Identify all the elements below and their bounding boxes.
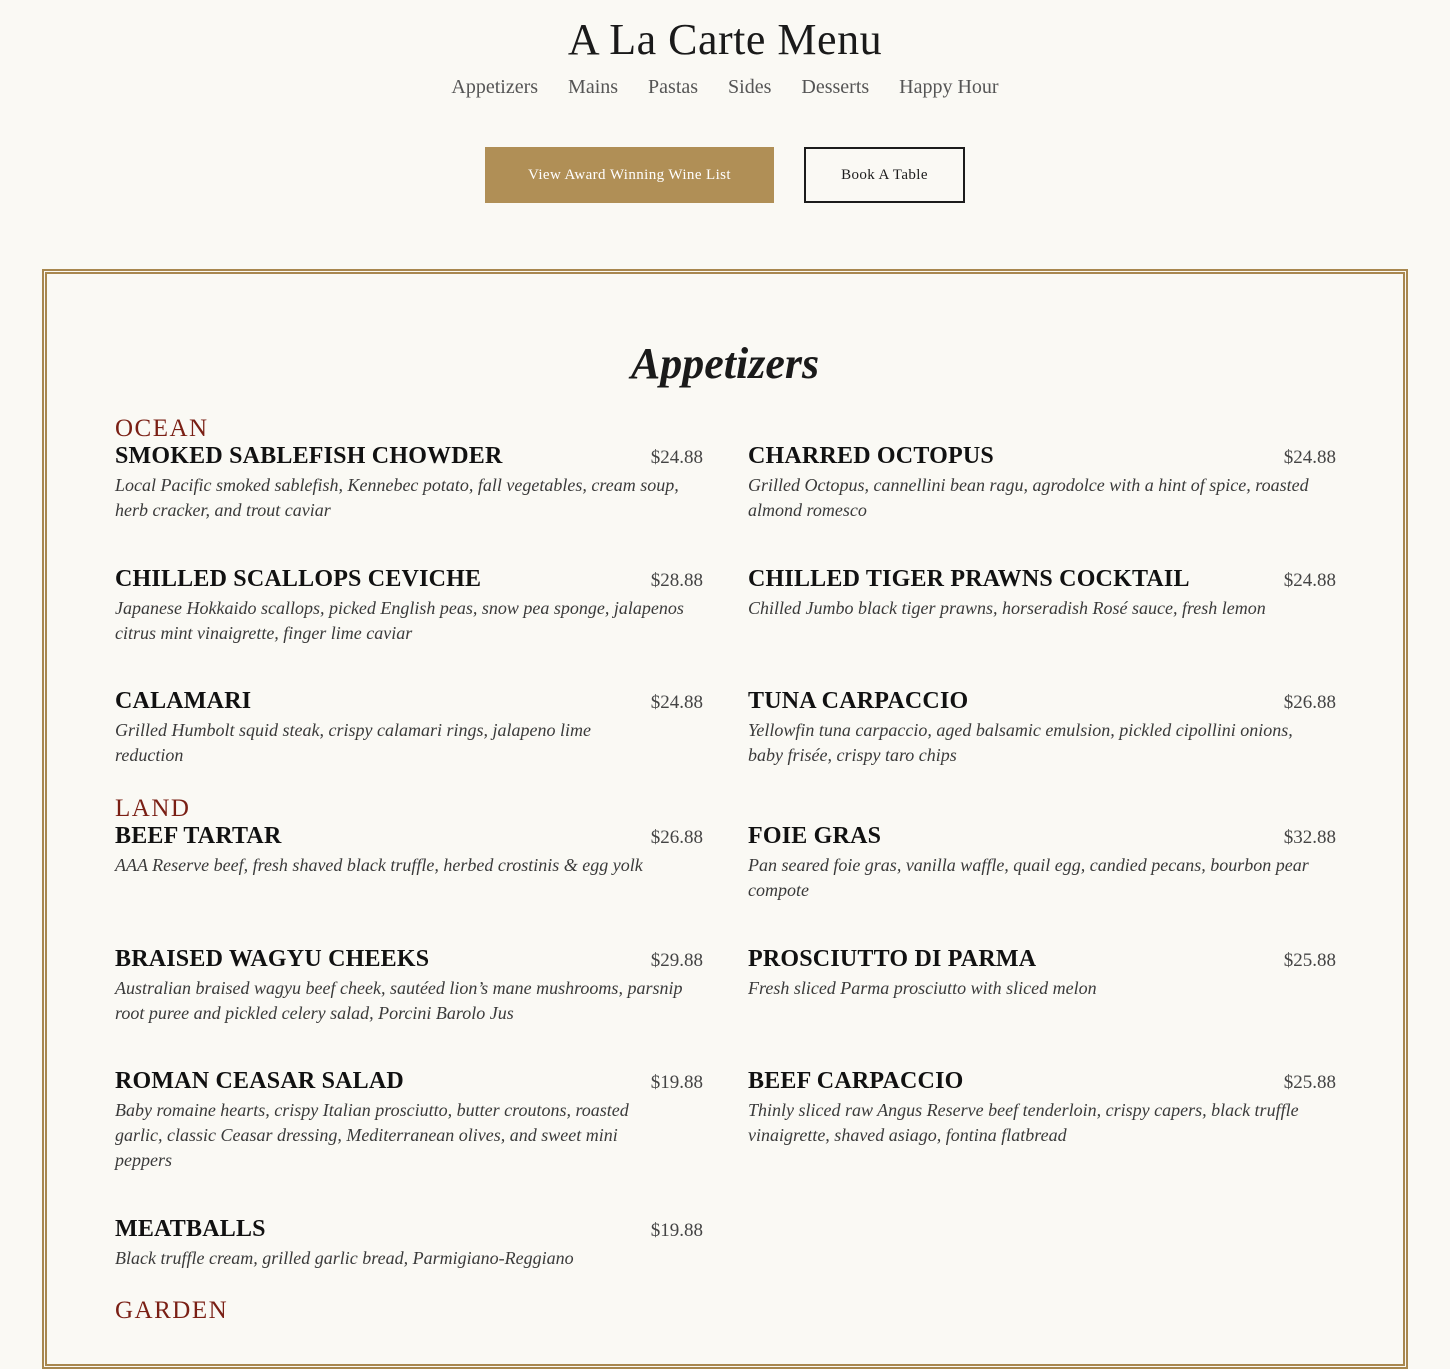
item-description: Yellowfin tuna carpaccio, aged balsamic emulsion, pickled cipollini onions, baby frisée, crispy taro chips [748,720,1293,765]
section-title: Appetizers [630,339,820,388]
book-table-button[interactable]: Book A Table [804,147,965,203]
category-garden: GARDEN [115,1297,229,1324]
nav-desserts[interactable]: Desserts [801,76,870,98]
item-name: CHILLED SCALLOPS CEVICHE [115,566,482,592]
item-price: $29.88 [650,950,703,971]
item-price: $26.88 [650,827,703,848]
item-price: $28.88 [650,570,703,591]
item-price: $26.88 [1283,692,1336,713]
item-price: $19.88 [650,1072,703,1093]
item-description: AAA Reserve beef, fresh shaved black truffle, herbed crostinis & egg yolk [115,855,643,875]
menu-frame [42,269,1408,1369]
item-name: SMOKED SABLEFISH CHOWDER [115,443,503,469]
menu-item [748,566,1336,621]
item-name: BEEF CARPACCIO [748,1068,964,1094]
menu-category-nav [0,76,1450,99]
menu-item [115,688,703,768]
item-description: Pan seared foie gras, vanilla waffle, quail egg, candied pecans, bourbon pear compote [748,855,1309,900]
menu-item [115,946,703,1026]
item-description: Grilled Humbolt squid steak, crispy calamari rings, jalapeno lime reduction [115,720,591,765]
item-description: Fresh sliced Parma prosciutto with sliced melon [748,978,1097,998]
item-description: Chilled Jumbo black tiger prawns, horseradish Rosé sauce, fresh lemon [748,598,1266,618]
item-price: $32.88 [1283,827,1336,848]
nav-pastas[interactable]: Pastas [648,76,699,98]
menu-item [748,823,1336,903]
nav-appetizers[interactable]: Appetizers [451,76,539,98]
item-name: CALAMARI [115,688,252,714]
nav-sides[interactable]: Sides [728,76,772,98]
item-description: Thinly sliced raw Angus Reserve beef tenderloin, crispy capers, black truffle vinaigrette, shaved asiago, fontina flatbread [748,1100,1299,1145]
item-price: $19.88 [650,1220,703,1241]
item-description: Baby romaine hearts, crispy Italian prosciutto, butter croutons, roasted garlic, classic Ceasar dressing, Mediterranean olives, and sweet mini peppers [115,1100,629,1170]
item-price: $24.88 [1283,570,1336,591]
item-name: FOIE GRAS [748,823,882,849]
menu-item [748,1068,1336,1148]
item-name: BEEF TARTAR [115,823,282,849]
item-description: Local Pacific smoked sablefish, Kennebec potato, fall vegetables, cream soup, herb cracker, and trout caviar [115,475,679,520]
menu-item [748,688,1336,768]
item-name: CHILLED TIGER PRAWNS COCKTAIL [748,566,1190,592]
item-description: Black truffle cream, grilled garlic bread, Parmigiano-Reggiano [115,1248,574,1268]
item-name: MEATBALLS [115,1216,266,1242]
item-price: $25.88 [1283,1072,1336,1093]
item-name: BRAISED WAGYU CHEEKS [115,946,430,972]
menu-item [115,443,703,523]
menu-item [115,823,703,878]
page-title: A La Carte Menu [567,15,883,64]
view-wine-list-button[interactable]: View Award Winning Wine List [485,147,774,203]
item-price: $24.88 [650,692,703,713]
menu-item [748,946,1336,1001]
category-land: LAND [115,795,191,822]
item-name: ROMAN CEASAR SALAD [115,1068,404,1094]
menu-item [115,1216,703,1271]
menu-item [115,1068,703,1173]
item-price: $25.88 [1283,950,1336,971]
item-price: $24.88 [1283,447,1336,468]
menu-item [115,566,703,646]
menu-item [748,443,1336,523]
item-description: Japanese Hokkaido scallops, picked English peas, snow pea sponge, jalapenos citrus mint vinaigrette, finger lime caviar [115,598,684,643]
category-ocean: OCEAN [115,415,209,442]
nav-happy-hour[interactable]: Happy Hour [899,76,999,98]
item-price: $24.88 [650,447,703,468]
item-name: PROSCIUTTO DI PARMA [748,946,1037,972]
nav-mains[interactable]: Mains [568,76,619,98]
item-description: Grilled Octopus, cannellini bean ragu, agrodolce with a hint of spice, roasted almond romesco [748,475,1309,520]
item-name: CHARRED OCTOPUS [748,443,994,469]
item-description: Australian braised wagyu beef cheek, sautéed lion’s mane mushrooms, parsnip root puree and pickled celery salad, Porcini Barolo Jus [115,978,683,1023]
item-name: TUNA CARPACCIO [748,688,969,714]
